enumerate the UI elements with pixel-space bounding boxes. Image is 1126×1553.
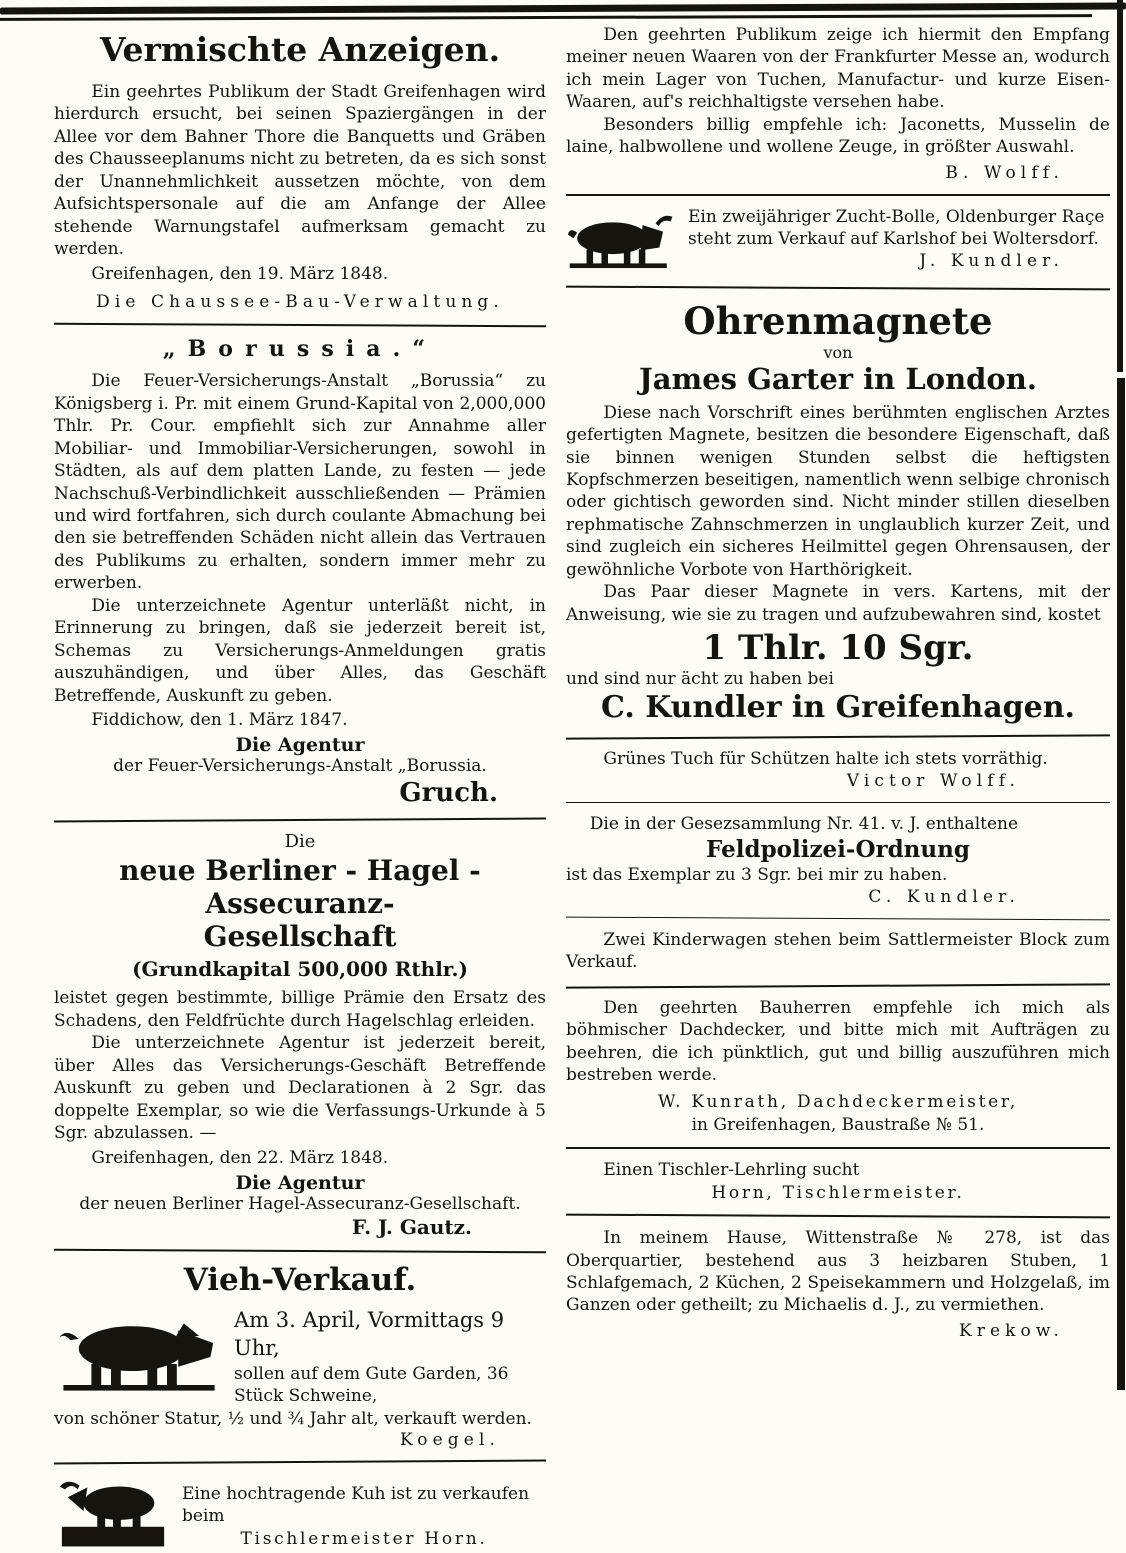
page-edge-bar <box>1117 378 1125 1390</box>
ad-body: Das Paar dieser Magnete in vers. Kartens, mit der Anweisung, wie sie zu tragen und aufzubewahren sind, kostet <box>566 582 1110 625</box>
ad-body: Diese nach Vorschrift eines berühmten englischen Arztes gefertigten Magnete, besitzen die besondere Eigenschaft, daß sie binnen wenigen Stunden selbst die heftigsten Kopfschmerzen beseitigen, namentlich wenn selbige chronisch oder gichtisch geworden sind. Nicht minder stillen dieselben rephmatische Zahnschmerzen in unglaublich kurzer Zeit, und sind zugleich ein sicheres Heilmittel gegen Ohrensausen, der gewöhnliche Vorbote von Harthörigkeit. <box>566 402 1110 580</box>
ad-title: Vieh-Verkauf. <box>183 1261 417 1298</box>
signature: Horn, Tischlermeister. <box>711 1182 965 1203</box>
ad-title: Ohrenmagnete <box>683 298 993 343</box>
dateline: Fiddichow, den 1. März 1847. <box>91 709 348 730</box>
ad-title-line2: Gesellschaft <box>203 920 397 954</box>
section-divider <box>566 983 1110 988</box>
section-divider <box>54 1249 546 1254</box>
ad-dachdecker <box>566 997 1110 1137</box>
ad-ohrenmagnete <box>566 299 1110 726</box>
section-divider <box>566 802 1110 803</box>
ad-body: leistet gegen bestimmte, billige Prämie den Ersatz des Schadens, den Feldfrüchte durch Hagelschlag erleiden. <box>54 988 546 1031</box>
page-edge-bar <box>1117 0 1123 372</box>
signature: C. Kundler. <box>868 886 1020 907</box>
ad-body: Zwei Kinderwagen stehen beim Sattlermeister Block zum Verkauf. <box>566 929 1110 973</box>
signature: Koegel. <box>399 1429 500 1450</box>
ad-body: Die unterzeichnete Agentur unterläßt nicht, in Erinnerung zu bringen, daß sie jederzeit bereit ist, Schemas zu Versicherungs-Anmeldungen gratis auszuhändigen, und über Alles, das Geschäft Betreffende, Auskunft zu geben. <box>54 595 546 706</box>
ad-body: Ein zweijähriger Zucht-Bolle, Oldenburger Raçe steht zum Verkauf auf Karlshof bei Woltersdorf. <box>688 206 1105 250</box>
section-divider <box>54 818 546 823</box>
ad-title-line1: neue Berliner - Hagel - Assecuranz- <box>119 854 481 921</box>
ad-von: von <box>823 342 853 362</box>
ad-wohnung-vermiethen <box>566 1227 1110 1341</box>
left-column <box>54 26 546 1553</box>
ad-kinderwagen <box>566 929 1110 974</box>
signature: W. Kunrath, Dachdeckermeister, <box>657 1092 1019 1113</box>
ad-body: Besonders billig empfehle ich: Jaconetts, Musselin de laine, halbwollene und wollene Zeuge, in größter Auswahl. <box>566 114 1110 158</box>
page-top-rule <box>0 5 1126 19</box>
section-divider <box>566 916 1110 920</box>
ad-line: Am 3. April, Vormittags 9 Uhr, <box>234 1307 505 1361</box>
price-line: 1 Thlr. 10 Sgr. <box>702 628 974 668</box>
ad-title: Feldpolizei-Ordnung <box>706 836 970 864</box>
ad-subtitle: (Grundkapital 500,000 Rthlr.) <box>132 957 468 982</box>
section-divider <box>566 735 1110 740</box>
ad-body: Den geehrten Bauherren empfehle ich mich als böhmischer Dachdecker, und bitte mich mit Aufträgen zu beehren, die ich pünktlich, gut und billig auszuführen mich bestreben werde. <box>566 997 1110 1085</box>
section-divider <box>566 1147 1110 1149</box>
ad-line: Eine hochtragende Kuh ist zu verkaufen beim <box>182 1483 530 1527</box>
section-title: Vermischte Anzeigen. <box>99 30 501 69</box>
ad-body: Die Feuer-Versicherungs-Anstalt „Borussia“ zu Königsberg i. Pr. mit einem Grund-Kapital von 2,000,000 Thlr. Pr. Cour. empfiehlt sich zur Annahme aller Mobiliar- und Immobiliar-Versicherungen, sowohl in Städten, als auf dem platten Lande, zu festen — jede Nachschuß-Verbindlichkeit ausschließenden — Prämien und wird fortfahren, sich durch coulante Abmachung bei den sie betreffenden Schäden nicht allein das Vertrauen des Publikums zu erhalten, sondern immer mehr zu erwerben. <box>54 371 546 594</box>
ad-body: In meinem Hause, Wittenstraße № 278, ist das Oberquartier, bestehend aus 3 heizbaren Stuben, 1 Schlafgemach, 2 Küchen, 2 Speisekammern und Holzgelaß, im Ganzen oder getheilt; zu Michaelis d. J., zu vermiethen. <box>566 1228 1110 1316</box>
bull-illustration-icon <box>566 208 678 274</box>
signature-role: Die Agentur <box>235 1171 365 1194</box>
ad-line: von schöner Statur, ½ und ¾ Jahr alt, verkauft werden. <box>54 1408 532 1429</box>
ad-borussia <box>54 336 546 808</box>
section-divider <box>54 323 546 328</box>
ad-line: sollen auf dem Gute Garden, 36 Stück Schweine, <box>234 1363 509 1407</box>
vendor-line: C. Kundler in Greifenhagen. <box>601 690 1075 726</box>
ad-body: Ein geehrtes Publikum der Stadt Greifenhagen wird hierdurch ersucht, bei seinen Spaziergängen in der Allee vor dem Bahner Thore die Banquetts und Gräben des Chausseeplanums nicht zu betreten, da es sich sonst der Unannehmlichkeit aussetzen möchte, von dem Aufsichtspersonale auf die am Anfange der Allee stehende Warnungstafel aufmerksam gemacht zu werden. <box>54 82 546 260</box>
ad-title: „Borussia.“ <box>162 336 438 363</box>
signature: Gruch. <box>399 778 498 809</box>
section-divider <box>566 194 1110 196</box>
ad-line: Die in der Gesezsammlung Nr. 41. v. J. enthaltene <box>589 813 1019 834</box>
ad-note: und sind nur ächt zu haben bei <box>566 669 834 689</box>
ad-wolff-waaren <box>566 24 1110 183</box>
signature: Krekow. <box>958 1320 1064 1341</box>
ad-subtitle: James Garter in London. <box>639 361 1037 396</box>
signature: Die Chaussee-Bau-Verwaltung. <box>96 291 504 312</box>
ad-zucht-bolle <box>566 206 1110 276</box>
signature-org: der Feuer-Versicherungs-Anstalt „Borussia. <box>113 756 487 777</box>
pig-illustration-icon <box>54 1308 224 1392</box>
ad-line: Tischlermeister Horn. <box>240 1528 488 1549</box>
ad-line: ist das Exemplar zu 3 Sgr. bei mir zu haben. <box>566 865 948 886</box>
ad-tischler-lehrling <box>566 1159 1110 1204</box>
signature: Victor Wolff. <box>846 770 1020 791</box>
ad-vieh-verkauf <box>54 1262 546 1450</box>
ad-hagel-assecuranz <box>54 831 546 1239</box>
signature: F. J. Gautz. <box>351 1214 472 1239</box>
ad-pretitle: Die <box>284 831 316 853</box>
signature: B. Wolff. <box>945 162 1064 183</box>
signature: J. Kundler. <box>919 250 1064 271</box>
ad-body: Den geehrten Publikum zeige ich hiermit den Empfang meiner neuen Waaren von der Frankfurter Messe an, wodurch ich mein Lager von Tuchen, Manufactur- und kurze Eisen-Waaren, auf's reichhaltigste versehen habe. <box>566 25 1110 113</box>
cow-illustration-icon <box>54 1475 172 1551</box>
ad-vermischte-anzeigen <box>54 30 546 313</box>
section-divider <box>566 285 1110 290</box>
ad-feldpolizei-ordnung <box>566 813 1110 907</box>
dateline: Greifenhagen, den 22. März 1848. <box>91 1147 389 1168</box>
section-divider <box>54 1459 546 1464</box>
ad-body: Grünes Tuch für Schützen halte ich stets vorräthig. <box>603 749 1048 770</box>
ad-gruenes-tuch <box>566 748 1110 790</box>
right-column <box>566 24 1110 1341</box>
ad-body: Die unterzeichnete Agentur ist jederzeit bereit, über Alles das Versicherungs-Geschäft Betreffende Auskunft zu geben und Declarationen à 2 Sgr. das doppelte Exemplar, so wie die Verfassungs-Urkunde à 5 Sgr. abzulassen. — <box>54 1033 546 1144</box>
signature-role: Die Agentur <box>235 734 365 757</box>
signature-org: der neuen Berliner Hagel-Assecuranz-Gesellschaft. <box>79 1193 521 1214</box>
ad-kuh <box>54 1473 546 1550</box>
section-divider <box>566 1214 1110 1219</box>
ad-line: Einen Tischler-Lehrling sucht <box>603 1160 860 1181</box>
dateline: Greifenhagen, den 19. März 1848. <box>91 263 389 284</box>
signature-place: in Greifenhagen, Baustraße № 51. <box>691 1114 985 1135</box>
